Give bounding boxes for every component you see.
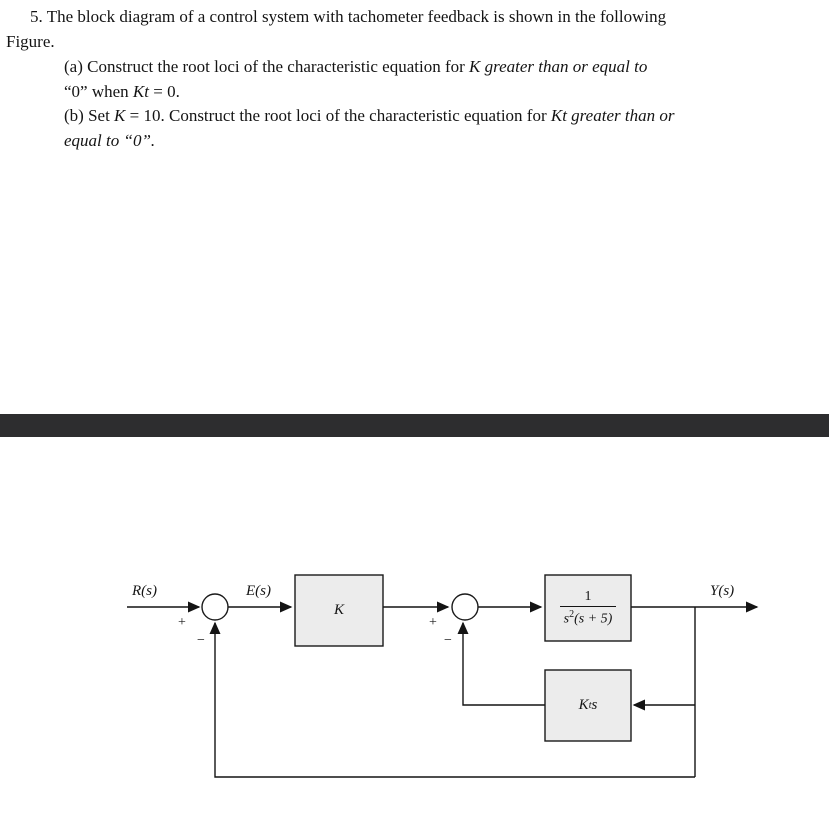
part-b-italic: equal to “0”. bbox=[64, 131, 156, 150]
sum2-plus-sign: + bbox=[429, 615, 437, 630]
feedback-gain-subscript: t bbox=[588, 700, 592, 711]
part-a-text: = 0. bbox=[148, 82, 180, 101]
problem-text: Figure. bbox=[6, 32, 55, 51]
block-diagram-svg bbox=[0, 555, 829, 815]
sum2-minus-sign: − bbox=[444, 633, 452, 648]
plant-numerator: 1 bbox=[584, 588, 592, 604]
plant-denominator bbox=[564, 609, 613, 628]
plant-transfer-function bbox=[560, 589, 616, 628]
problem-statement-line1 bbox=[30, 6, 666, 28]
signal-lines bbox=[127, 607, 757, 777]
part-a-line2 bbox=[64, 81, 180, 103]
part-b-variable: K bbox=[114, 106, 126, 125]
tachometer-block-label bbox=[545, 670, 631, 741]
problem-text: 5. The block diagram of a control system with tachometer feedback is shown in the following bbox=[30, 7, 667, 26]
part-b-text: = 10. Construct the root loci of the characteristic equation for bbox=[125, 106, 551, 125]
plant-block-label bbox=[545, 575, 631, 641]
den-exponent: 2 bbox=[569, 608, 575, 620]
inner-feedback-path bbox=[463, 623, 545, 705]
figure-block-diagram bbox=[0, 555, 829, 815]
feedback-s-symbol: s bbox=[591, 697, 598, 713]
feedback-gain-symbol: K bbox=[578, 697, 589, 713]
separator-bar bbox=[0, 414, 829, 437]
part-a-text: (a) Construct the root loci of the characteristic equation for bbox=[64, 57, 470, 76]
part-b-line1 bbox=[64, 105, 674, 127]
den-base: s bbox=[563, 611, 570, 627]
summing-junction-2 bbox=[452, 594, 478, 620]
error-signal-label: E(s) bbox=[246, 583, 271, 599]
output-signal-label: Y(s) bbox=[710, 583, 735, 599]
sum1-minus-sign: − bbox=[197, 633, 205, 648]
fraction-bar bbox=[560, 606, 616, 607]
part-a-variable: Kt bbox=[132, 82, 149, 101]
part-b-italic: Kt greater than or bbox=[550, 106, 675, 125]
input-signal-label: R(s) bbox=[132, 583, 157, 599]
part-a-line1 bbox=[64, 56, 647, 78]
den-rest: (s + 5) bbox=[574, 611, 613, 627]
summing-junction-1 bbox=[202, 594, 228, 620]
sum1-plus-sign: + bbox=[178, 615, 186, 630]
part-b-text: (b) Set bbox=[64, 106, 115, 125]
part-a-italic: K greater than or equal to bbox=[469, 57, 648, 76]
gain-block-label: K bbox=[333, 602, 344, 618]
part-b-line2 bbox=[64, 130, 155, 152]
problem-statement-line2 bbox=[6, 31, 55, 53]
part-a-text: “0” when bbox=[64, 82, 133, 101]
